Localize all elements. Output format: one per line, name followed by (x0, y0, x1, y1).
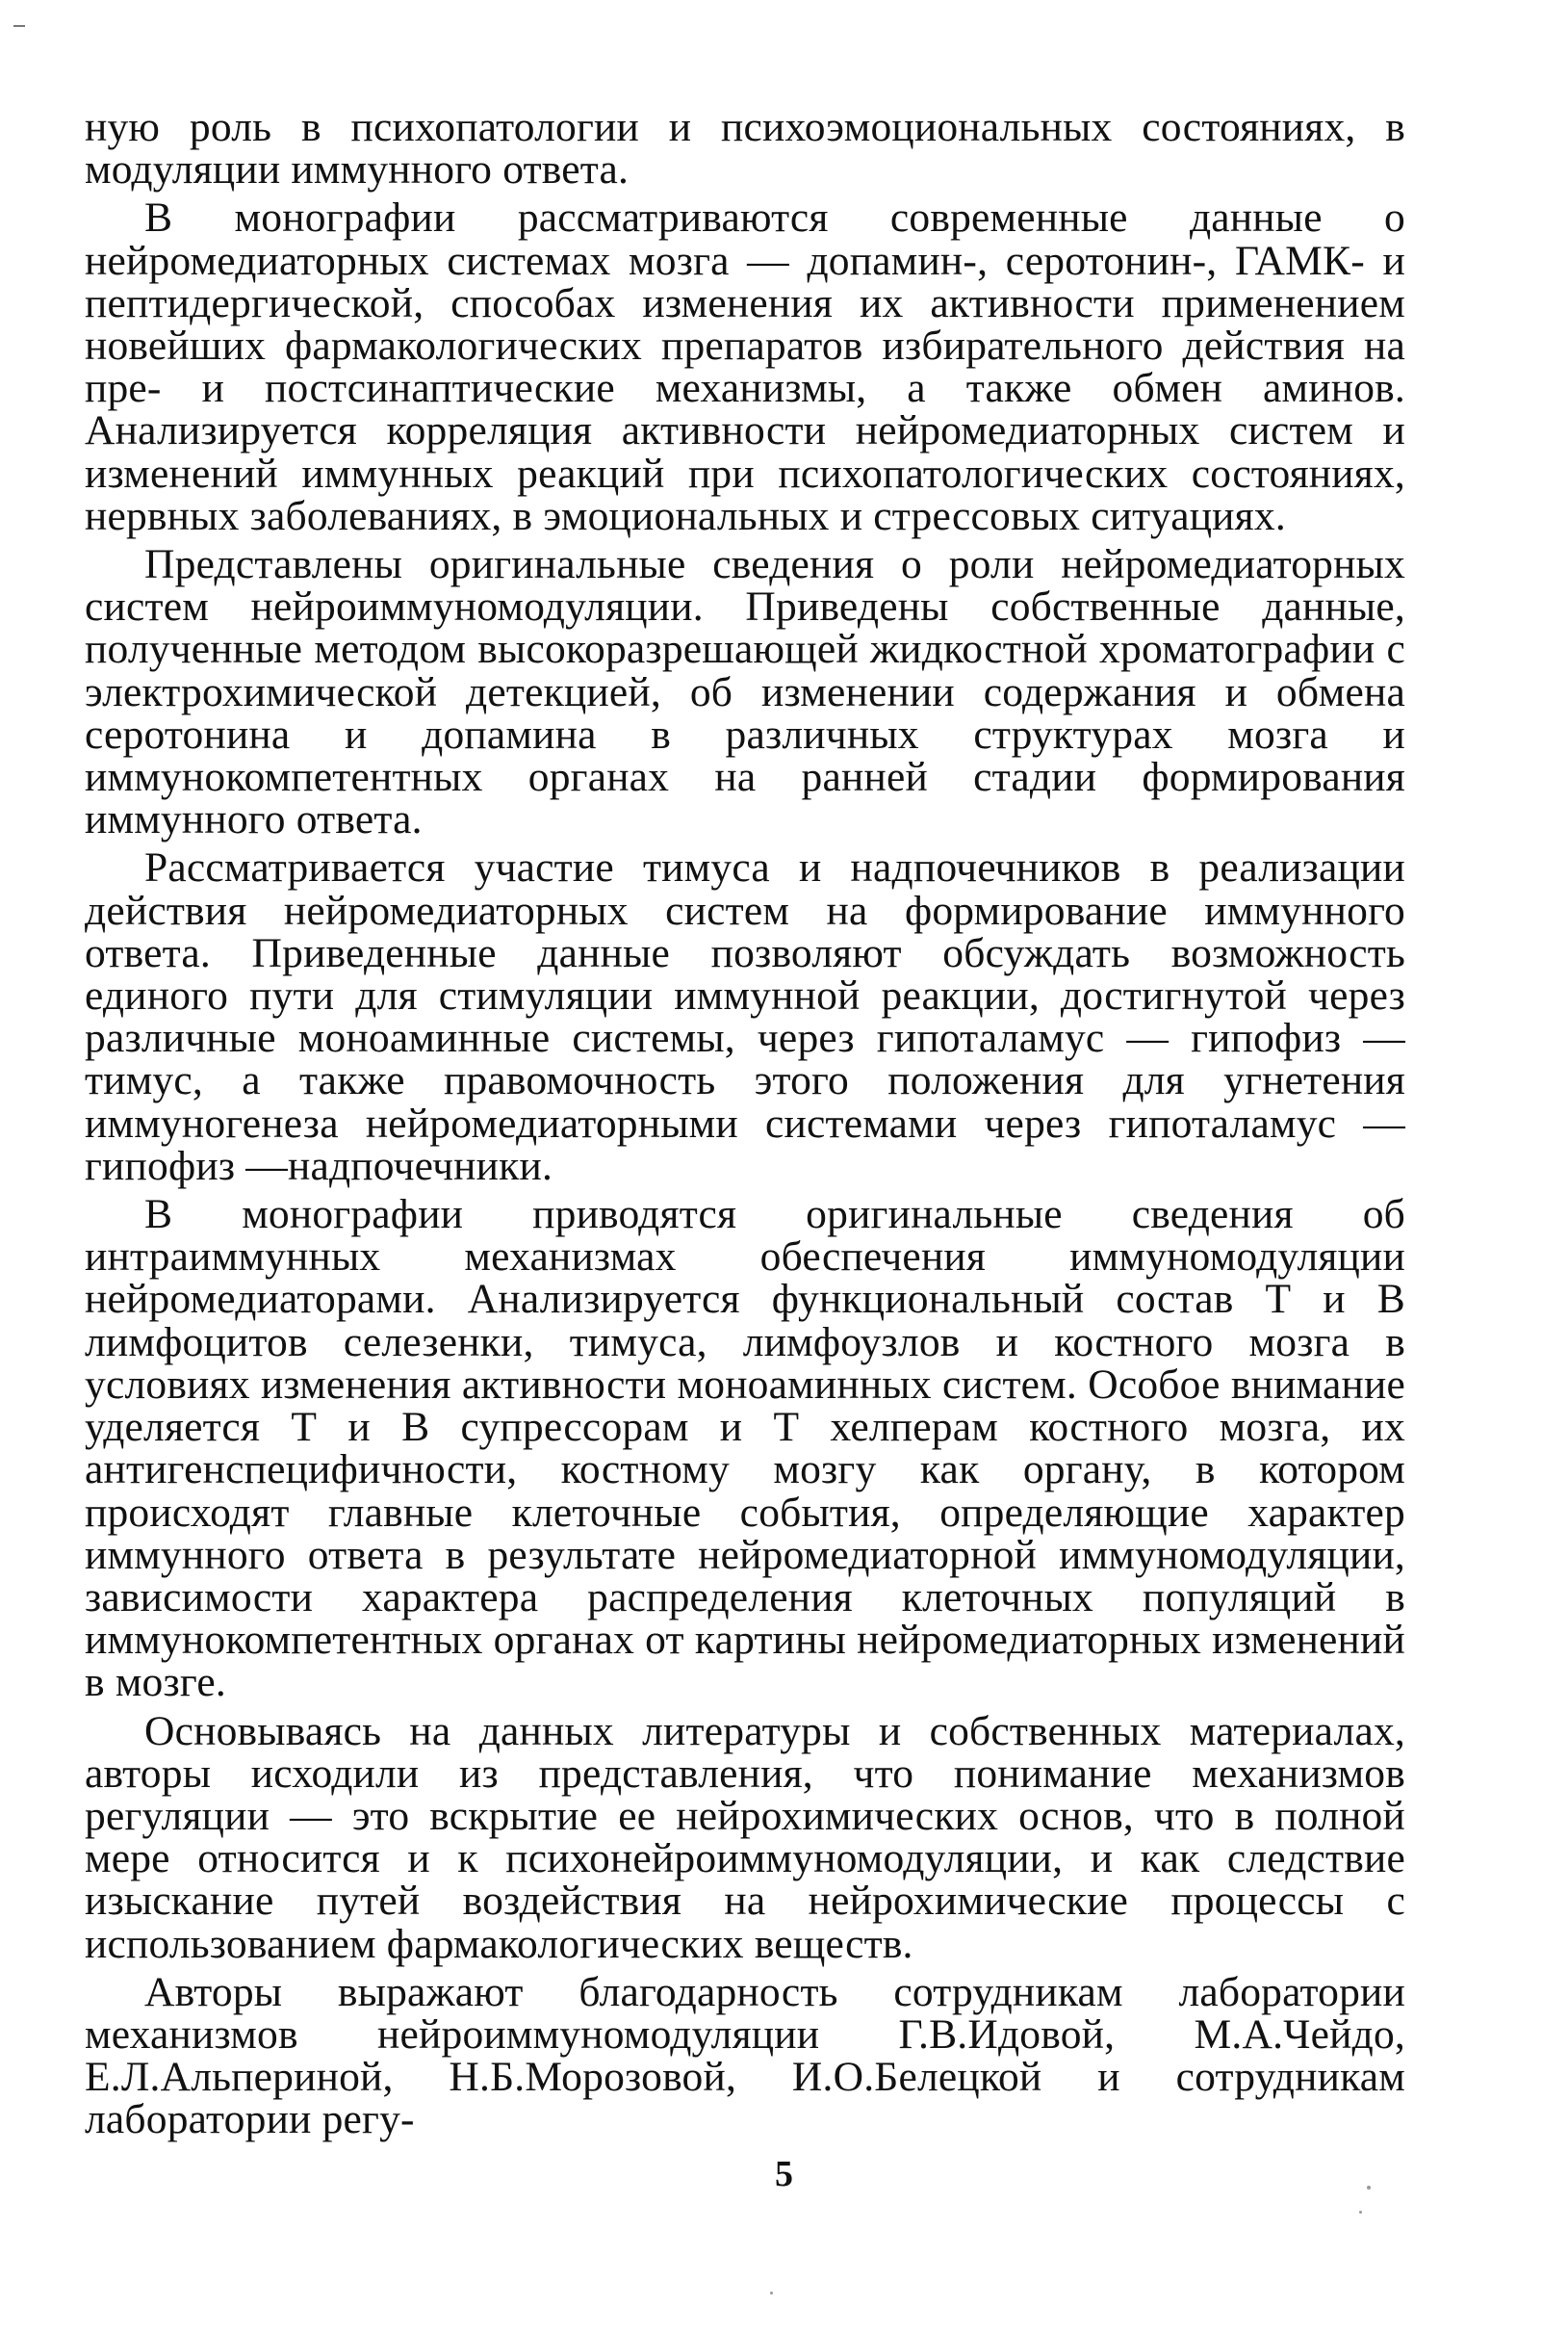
paragraph-5: В монографии приводятся оригинальные сведения об интраиммунных механизмах обеспечения иммуномодуляции нейромедиаторами. Анализируется функциональный состав Т и В лимфоцитов селезенки, тимуса, лимфоузлов и костного мозга в условиях изменения активности моноаминных систем. Особое внимание уделяется Т и В супрессорам и Т хелперам костного мозга, их антигенспецифичности, костному мозгу как органу, в котором происходят главные клеточные события, определяющие характер иммунного ответа в результате нейромедиаторной иммуномодуляции, зависимости характера распределения клеточных популяций в иммунокомпетентных органах от картины нейромедиаторных изменений в мозге. (85, 1191, 1405, 1706)
paragraph-3: Представлены оригинальные сведения о роли нейромедиаторных систем нейроиммуномодуляции. Приведены собственные данные, полученные методом высокоразрешающей жидкостной хроматографии с электрохимической детекцией, об изменении содержания и обмена серотонина и допамина в различных структурах мозга и иммунокомпетентных органах на ранней стадии формирования иммунного ответа. (85, 541, 1405, 843)
paragraph-6: Основываясь на данных литературы и собственных материалах, авторы исходили из представления, что понимание механизмов регуляции — это вскрытие ее нейрохимических основ, что в полной мере относится и к психонейроиммуномодуляции, и как следствие изыскание путей воздействия на нейрохимические процессы с использованием фармакологических веществ. (85, 1707, 1405, 1967)
page-number: 5 (775, 2154, 793, 2194)
scan-speck (1367, 2186, 1371, 2190)
scan-edge-mark (13, 25, 25, 27)
paragraph-4: Рассматривается участие тимуса и надпочечников в реализации действия нейромедиаторных систем на формирование иммунного ответа. Приведенные данные позволяют обсуждать возможность единого пути для стимуляции иммунной реакции, достигнутой через различные моноаминные системы, через гипоталамус — гипофиз — тимус, а также правомочность этого положения для угнетения иммуногенеза нейромедиаторными системами через гипоталамус — гипофиз —надпочечники. (85, 844, 1405, 1189)
paragraph-2: В монографии рассматриваются современные данные о нейромедиаторных системах мозга — допамин-, серотонин-, ГАМК- и пептидергической, способах изменения их активности применением новейших фармакологических препаратов избирательного действия на пре- и постсинаптические механизмы, а также обмен аминов. Анализируется корреляция активности нейромедиаторных систем и изменений иммунных реакций при психопатологических состояниях, нервных заболеваниях, в эмоциональных и стрессовых ситуациях. (85, 194, 1405, 539)
scan-speck (770, 2292, 773, 2294)
paragraph-1: ную роль в психопатологии и психоэмоциональных состояниях, в модуляции иммунного ответа. (85, 104, 1405, 194)
paragraph-7: Авторы выражают благодарность сотрудникам лаборатории механизмов нейроиммуномодуляции Г.В.Идовой, М.А.Чейдо, Е.Л.Альпериной, Н.Б.Морозовой, И.О.Белецкой и сотрудникам лаборатории регу- (85, 1968, 1405, 2143)
document-body (85, 106, 1405, 2147)
scan-speck (1359, 2211, 1362, 2214)
